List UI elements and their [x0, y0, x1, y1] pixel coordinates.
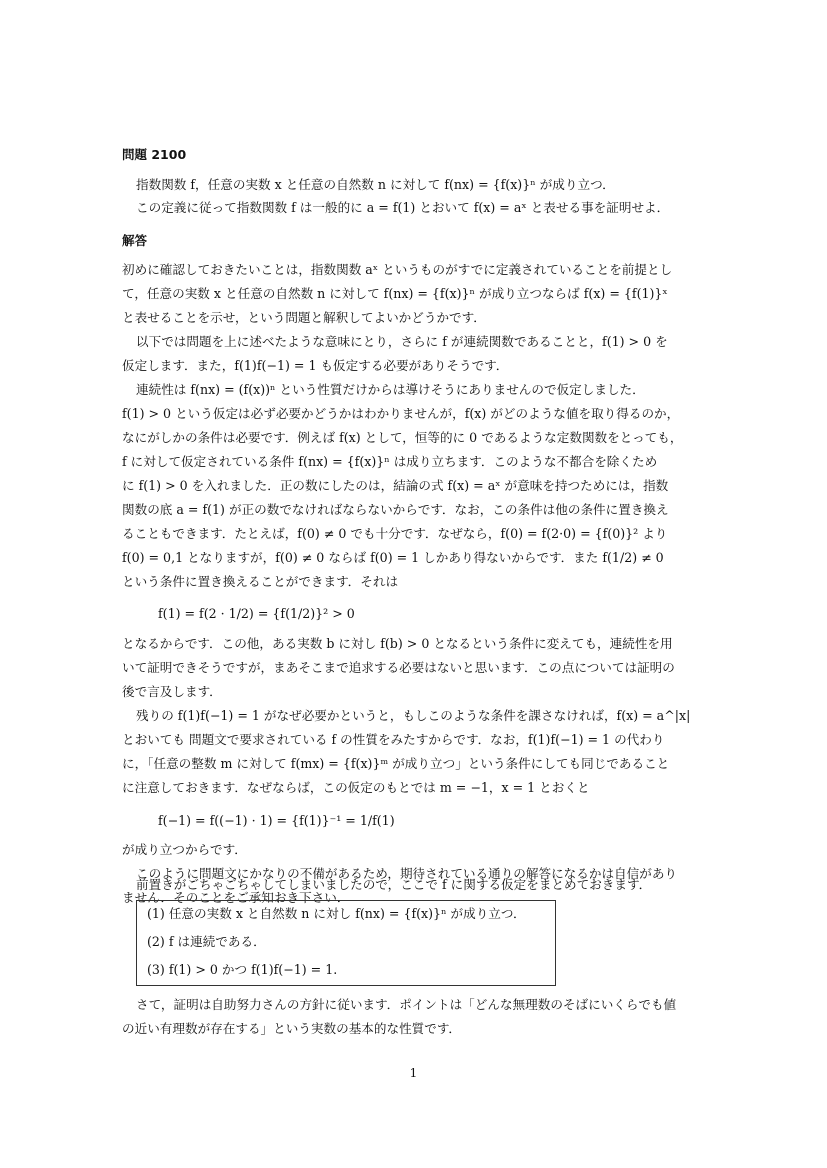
answer-line: 連続性は f(nx) = (f(x))ⁿ という性質だけからは導けそうにありませんので仮定しました． [136, 382, 645, 397]
problem-heading: 問題 2100 [122, 147, 187, 162]
answer-heading: 解答 [122, 233, 148, 248]
answer-line: 後で言及します． [122, 684, 222, 699]
answer-line: 仮定します．また，f(1)f(−1) = 1 も仮定する必要がありそうです． [122, 358, 509, 373]
problem-line: 指数関数 f，任意の実数 x と任意の自然数 n に対して f(nx) = {f(x)}ⁿ が成り立つ． [136, 177, 615, 192]
assumption-item: (1) 任意の実数 x と自然数 n に対し f(nx) = {f(x)}ⁿ が成り立つ． [147, 906, 526, 921]
answer-line: とおいても 問題文で要求されている f の性質をみたすからです．なお，f(1)f(−1) = 1 の代わり [122, 732, 665, 747]
assumption-intro: 前置きがごちゃごちゃしてしまいましたので，ここで f に関する仮定をまとめておきます． [136, 877, 652, 892]
answer-line: ることもできます．たとえば，f(0) ≠ 0 でも十分です．なぜなら，f(0) = f(2·0) = {f(0)}² より [122, 526, 668, 541]
assumption-item: (2) f は連続である． [147, 934, 266, 949]
equation-2: f(−1) = f((−1) · 1) = {f(1)}⁻¹ = 1/f(1) [158, 813, 395, 828]
answer-line: 残りの f(1)f(−1) = 1 がなぜ必要かというと，もしこのような条件を課さなければ，f(x) = a^|x| [136, 708, 691, 723]
answer-line: f に対して仮定されている条件 f(nx) = {f(x)}ⁿ は成り立ちます．このような不都合を除くため [122, 454, 658, 469]
answer-line: ません．そのことをご承知おき下さい． [122, 890, 350, 905]
answer-line: て，任意の実数 x と任意の自然数 n に対して f(nx) = {f(x)}ⁿ が成り立つならば f(x) = {f(1)}ˣ [122, 286, 668, 301]
answer-line: f(1) > 0 という仮定は必ず必要かどうかはわかりませんが，f(x) がどのような値を取り得るのか， [122, 406, 680, 421]
answer-line: となるからです．この他，ある実数 b に対し f(b) > 0 となるという条件に変えても，連続性を用 [122, 636, 673, 651]
answer-line: 初めに確認しておきたいことは，指数関数 aˣ というものがすでに定義されていることを前提とし [122, 262, 673, 277]
answer-line: という条件に置き換えることができます．それは [122, 574, 399, 589]
answer-line: いて証明できそうですが，まあそこまで追求する必要はないと思います．この点については証明の [122, 660, 675, 675]
page-number: 1 [409, 1066, 418, 1080]
problem-line: この定義に従って指数関数 f は一般的に a = f(1) とおいて f(x) = aˣ と表せる事を証明せよ． [136, 200, 670, 215]
answer-line: に f(1) > 0 を入れました．正の数にしたのは，結論の式 f(x) = aˣ が意味を持つためには，指数 [122, 478, 669, 493]
answer-line: なにがしかの条件は必要です．例えば f(x) として，恒等的に 0 であるような定数関数をとっても， [122, 430, 683, 445]
answer-line: 関数の底 a = f(1) が正の数でなければならないからです．なお，この条件は他の条件に置き換え [122, 502, 669, 517]
answer-line: と表せることを示せ，という問題と解釈してよいかどうかです． [122, 310, 486, 325]
answer-line: f(0) = 0,1 となりますが，f(0) ≠ 0 ならば f(0) = 1 しかあり得ないからです．また f(1/2) ≠ 0 [122, 550, 664, 565]
answer-line: さて，証明は自助努力さんの方針に従います．ポイントは「どんな無理数のそばにいくらでも値 [136, 997, 677, 1012]
answer-line: に，「任意の整数 m に対して f(mx) = {f(x)}ᵐ が成り立つ」という条件にしても同じであること [122, 756, 670, 771]
answer-line: このように問題文にかなりの不備があるため，期待されている通りの解答になるかは自信があり [136, 866, 678, 881]
answer-line: に注意しておきます．なぜならば，この仮定のもとでは m = −1，x = 1 とおくと [122, 780, 590, 795]
equation-1: f(1) = f(2 · 1/2) = {f(1/2)}² > 0 [158, 606, 355, 621]
answer-line: の近い有理数が存在する」という実数の基本的な性質です． [122, 1021, 462, 1036]
assumption-box [136, 900, 556, 986]
answer-line: 以下では問題を上に述べたような意味にとり，さらに f が連続関数であることと，f(1) > 0 を [136, 334, 668, 349]
assumption-item: (3) f(1) > 0 かつ f(1)f(−1) = 1. [147, 962, 338, 977]
answer-line: が成り立つからです． [122, 842, 247, 857]
